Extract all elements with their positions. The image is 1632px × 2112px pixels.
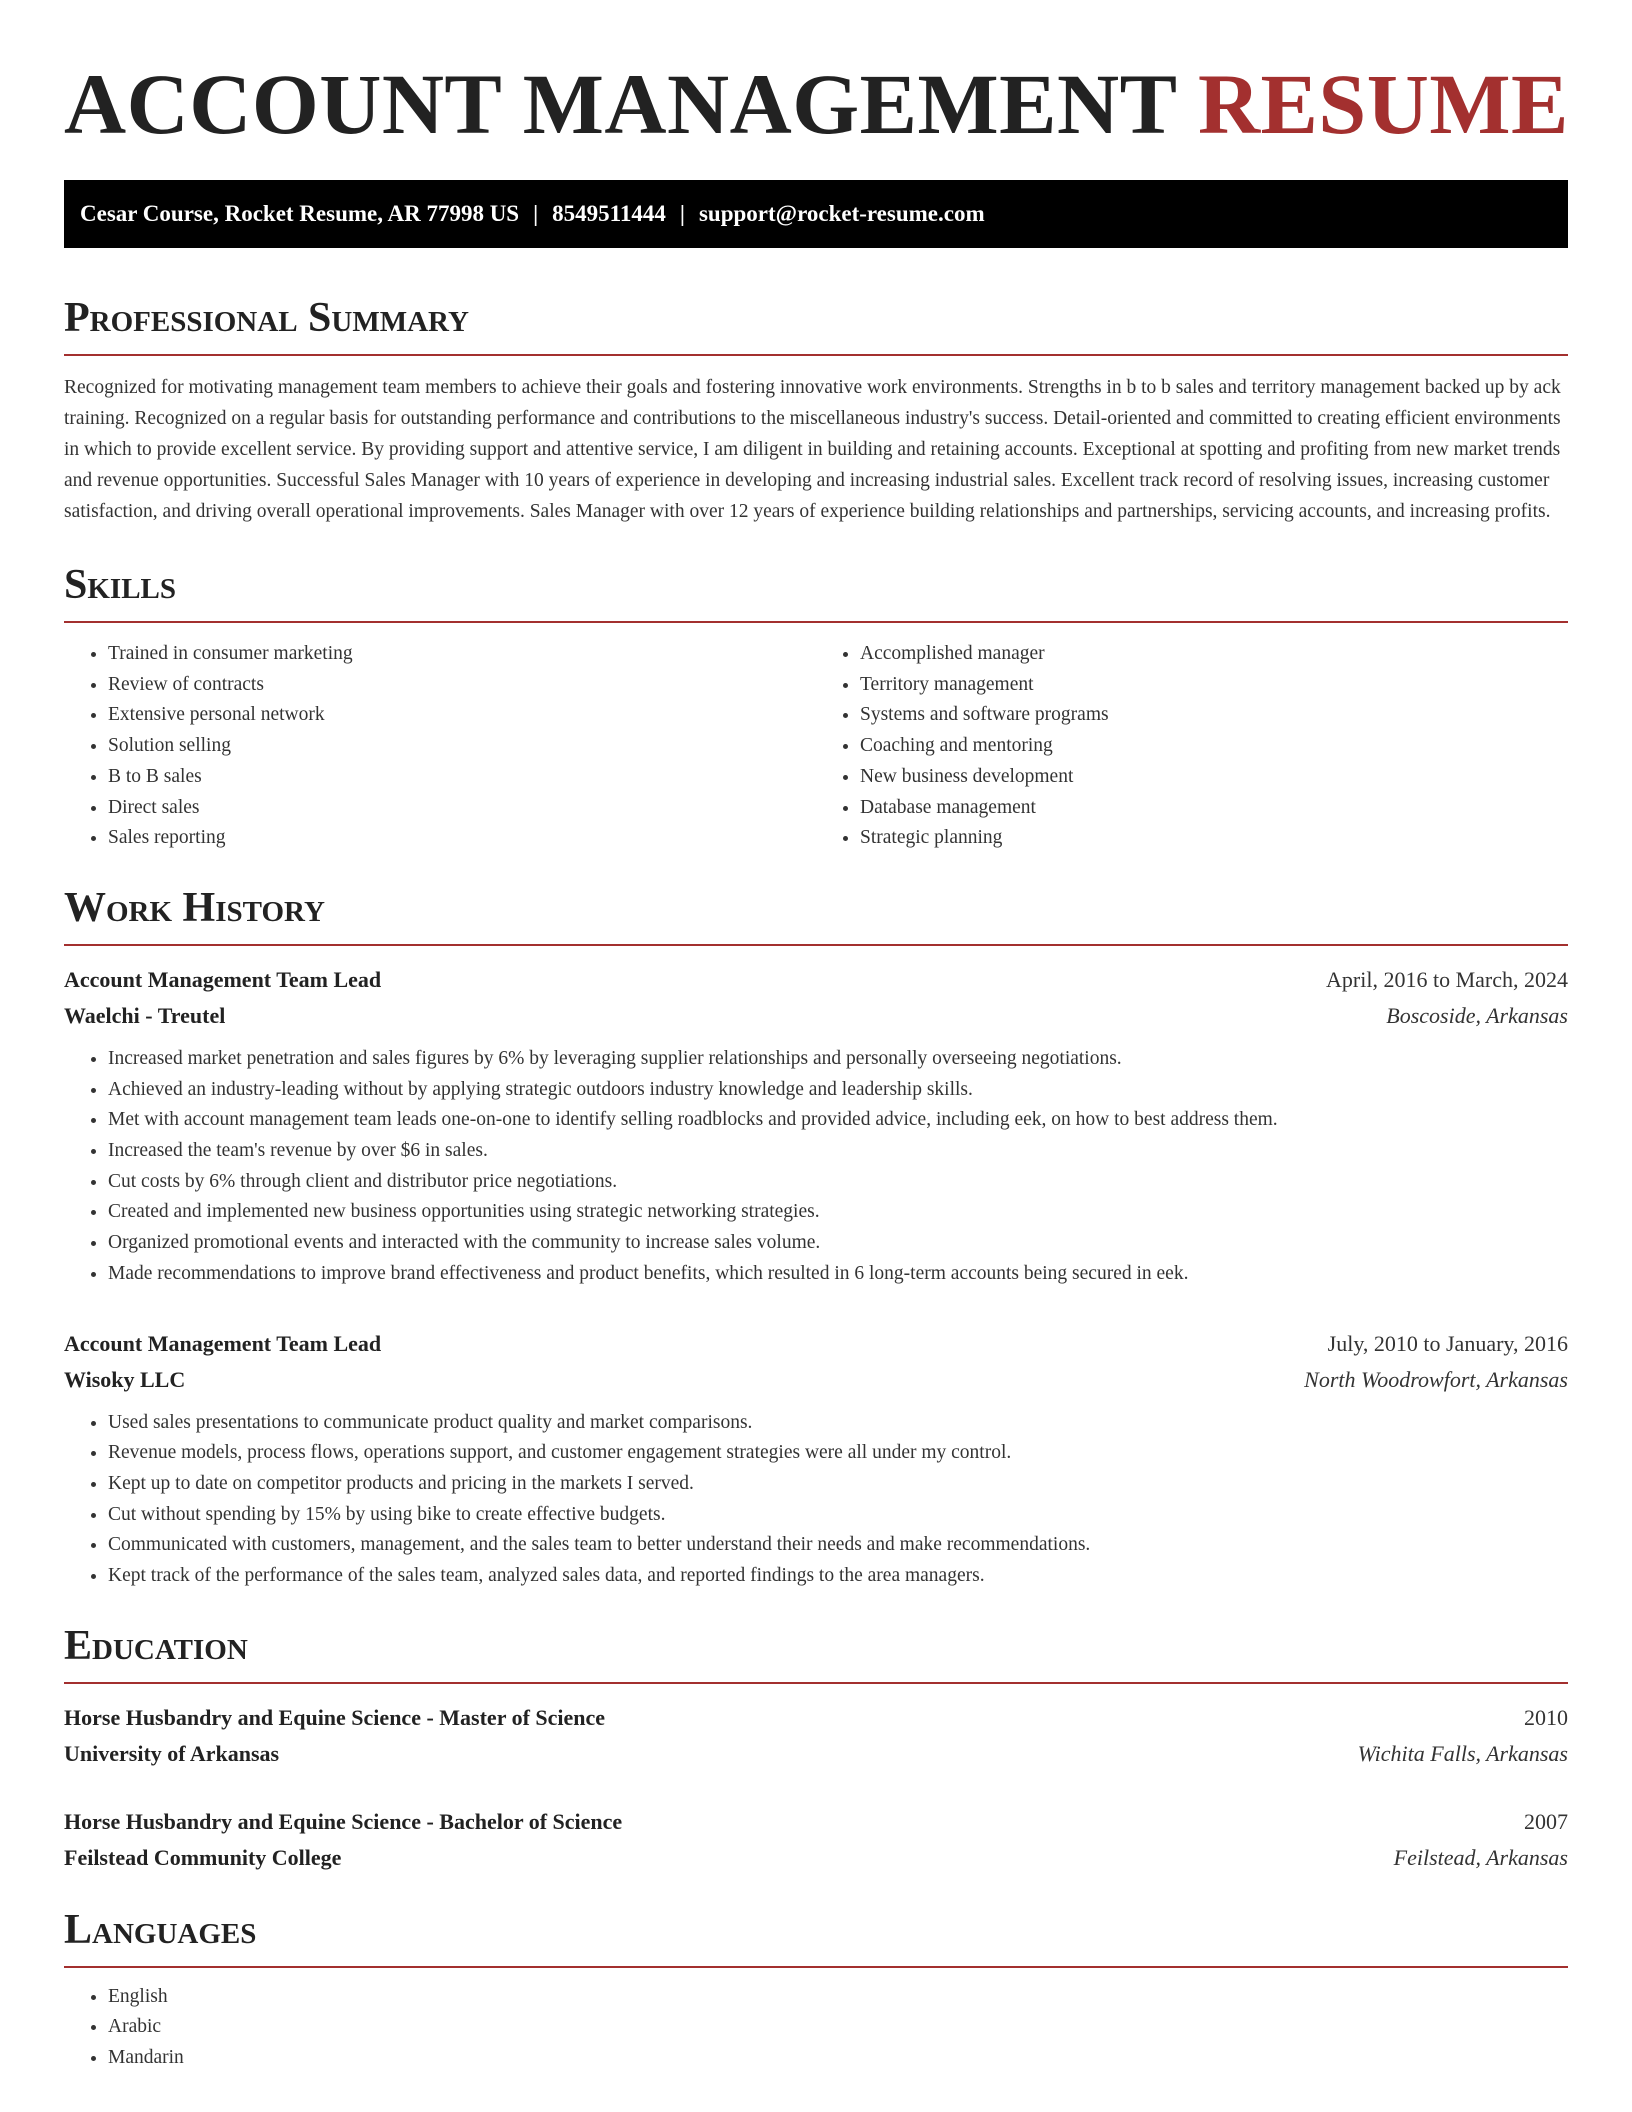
- job-dates: April, 2016 to March, 2024: [1326, 966, 1568, 992]
- summary-text: Recognized for motivating management team members to achieve their goals and fostering innovative work environments. Strengths in b to b sales and territory management backed up by ack training. Recognized on a regular basis for outstanding performance and contributions to the miscellaneous industry's success. Detail-oriented and committed to creating efficient environments in which to provide excellent service. By providing support and attentive service, I am diligent in building and retaining accounts. Exceptional at spotting and profiting from new market trends and revenue opportunities. Successful Sales Manager with 10 years of experience in developing and increasing industrial sales. Excellent track record of resolving issues, increasing customer satisfaction, and driving overall operational improvements. Sales Manager with over 12 years of experience building relationships and partnerships, servicing accounts, and increasing profits.: [64, 377, 1561, 522]
- skill-item: • Extensive personal network: [108, 700, 816, 731]
- skills-section: [64, 557, 1568, 854]
- languages-list: [64, 1982, 1568, 2074]
- education-school-row: [64, 1840, 1568, 1876]
- languages-section: [64, 1902, 1568, 2074]
- job-bullets: [64, 1044, 1568, 1290]
- job-company-row: [64, 1362, 1568, 1398]
- job-location: North Woodrowfort, Arkansas: [1304, 1366, 1568, 1392]
- job-entry: [64, 1326, 1568, 1592]
- language-item: • Arabic: [108, 2012, 1568, 2043]
- education-school: Feilstead Community College: [64, 1844, 342, 1870]
- skill-item: • Trained in consumer marketing: [108, 639, 816, 670]
- summary-heading: Professional Summary: [64, 290, 1568, 356]
- skills-heading: Skills: [64, 557, 1568, 623]
- job-company: Wisoky LLC: [64, 1366, 186, 1392]
- job-company-row: [64, 998, 1568, 1034]
- skill-item: • Territory management: [860, 670, 1568, 701]
- job-bullet: • Achieved an industry-leading without by applying strategic outdoors industry knowledge and leadership skills.: [108, 1075, 1568, 1106]
- contact-bar: [64, 180, 1568, 248]
- contact-phone: 8549511444: [552, 201, 666, 226]
- languages-heading: Languages: [64, 1902, 1568, 1968]
- education-degree: Horse Husbandry and Equine Science - Master of Science: [64, 1704, 606, 1730]
- education-year: 2007: [1524, 1808, 1568, 1834]
- contact-address: Cesar Course, Rocket Resume, AR 77998 US: [80, 201, 520, 226]
- job-location: Boscoside, Arkansas: [1386, 1002, 1568, 1028]
- contact-separator: |: [679, 201, 685, 226]
- skills-list-right: [816, 639, 1568, 854]
- skill-item: • Review of contracts: [108, 670, 816, 701]
- job-dates: July, 2010 to January, 2016: [1327, 1330, 1568, 1356]
- education-section: [64, 1618, 1568, 1876]
- job-bullet: • Used sales presentations to communicate product quality and market comparisons.: [108, 1408, 1568, 1439]
- skill-item: • Systems and software programs: [860, 700, 1568, 731]
- language-item: • Mandarin: [108, 2043, 1568, 2074]
- contact-email: support@rocket-resume.com: [698, 201, 985, 226]
- job-bullet: • Revenue models, process flows, operations support, and customer engagement strategies were all under my control.: [108, 1438, 1568, 1469]
- job-company: Waelchi - Treutel: [64, 1002, 226, 1028]
- education-school-row: [64, 1736, 1568, 1772]
- education-location: Wichita Falls, Arkansas: [1357, 1740, 1568, 1766]
- education-degree-row: [64, 1804, 1568, 1840]
- education-location: Feilstead, Arkansas: [1393, 1844, 1568, 1870]
- skill-item: • Solution selling: [108, 731, 816, 762]
- job-title-row: [64, 1326, 1568, 1362]
- job-title: Account Management Team Lead: [64, 966, 382, 992]
- education-school: University of Arkansas: [64, 1740, 280, 1766]
- summary-section: [64, 290, 1568, 527]
- skill-item: • Database management: [860, 793, 1568, 824]
- education-year: 2010: [1524, 1704, 1568, 1730]
- job-title: Account Management Team Lead: [64, 1330, 382, 1356]
- education-entry: [64, 1804, 1568, 1876]
- skill-item: • Sales reporting: [108, 823, 816, 854]
- resume-title: [64, 0, 1568, 152]
- skills-columns: [64, 639, 1568, 854]
- job-bullet: • Organized promotional events and interacted with the community to increase sales volume.: [108, 1228, 1568, 1259]
- skill-item: • Coaching and mentoring: [860, 731, 1568, 762]
- job-bullet: • Cut costs by 6% through client and distributor price negotiations.: [108, 1167, 1568, 1198]
- education-heading: Education: [64, 1618, 1568, 1684]
- job-entry: [64, 962, 1568, 1290]
- job-bullet: • Increased market penetration and sales figures by 6% by leveraging supplier relationships and personally overseeing negotiations.: [108, 1044, 1568, 1075]
- job-bullet: • Kept up to date on competitor products and pricing in the markets I served.: [108, 1469, 1568, 1500]
- job-bullet: • Made recommendations to improve brand effectiveness and product benefits, which resulted in 6 long-term accounts being secured in eek.: [108, 1259, 1568, 1290]
- job-title-row: [64, 962, 1568, 998]
- language-item: • English: [108, 1982, 1568, 2013]
- contact-separator: |: [533, 201, 539, 226]
- job-bullet: • Increased the team's revenue by over $6 in sales.: [108, 1136, 1568, 1167]
- education-entry: [64, 1700, 1568, 1772]
- job-bullet: • Communicated with customers, management, and the sales team to better understand their needs and make recommendations.: [108, 1530, 1568, 1561]
- resume-page: [64, 0, 1568, 2074]
- job-bullet: • Created and implemented new business opportunities using strategic networking strategies.: [108, 1197, 1568, 1228]
- education-degree-row: [64, 1700, 1568, 1736]
- skill-item: • Strategic planning: [860, 823, 1568, 854]
- skill-item: • New business development: [860, 762, 1568, 793]
- job-bullet: • Met with account management team leads one-on-one to identify selling roadblocks and provided advice, including eek, on how to best address them.: [108, 1105, 1568, 1136]
- skills-list-left: [64, 639, 816, 854]
- skill-item: • Direct sales: [108, 793, 816, 824]
- education-degree: Horse Husbandry and Equine Science - Bachelor of Science: [64, 1808, 623, 1834]
- skill-item: • Accomplished manager: [860, 639, 1568, 670]
- title-main: ACCOUNT MANAGEMENT: [64, 56, 1176, 152]
- job-bullets: [64, 1408, 1568, 1592]
- job-bullet: • Kept track of the performance of the sales team, analyzed sales data, and reported findings to the area managers.: [108, 1561, 1568, 1592]
- work-history-heading: Work History: [64, 880, 1568, 946]
- job-bullet: • Cut without spending by 15% by using bike to create effective budgets.: [108, 1500, 1568, 1531]
- title-accent: RESUME: [1197, 56, 1569, 152]
- work-history-section: [64, 880, 1568, 1592]
- skill-item: • B to B sales: [108, 762, 816, 793]
